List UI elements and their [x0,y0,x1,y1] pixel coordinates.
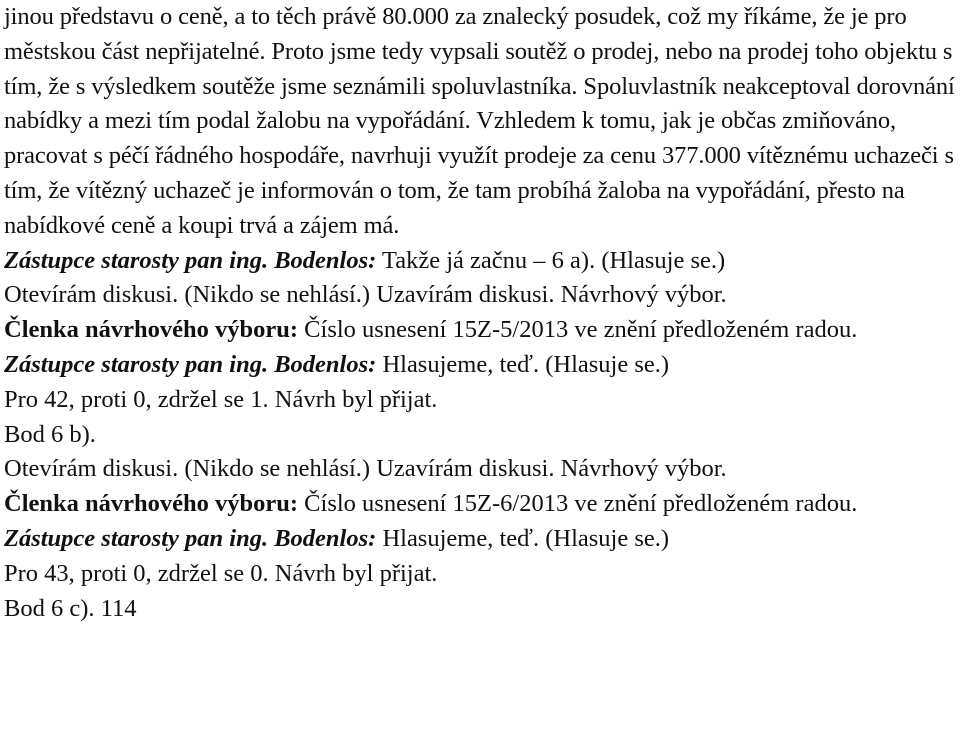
speaker-line [4,522,958,557]
transcript-line: Otevírám diskusi. (Nikdo se nehlásí.) Uzavírám diskusi. Návrhový výbor. [4,455,727,483]
body-paragraph: jinou představu o ceně, a to těch právě 80.000 za znalecký posudek, což my říkáme, že je pro městskou část nepřijatelné. Proto jsme tedy vypsali soutěž o prodej, nebo na prodej toho objektu s tím, že s výsledkem soutěže jsme seznámili spoluvlastníka. Spoluvlastník neakceptoval dorovnání nabídky a mezi tím podal žalobu na vypořádání. Vzhledem k tomu, jak je občas zmiňováno, pracovat s péčí řádného hospodáře, navrhuji využít prodeje za cenu 377.000 vítěznému uchazeči s tím, že vítězný uchazeč je informován o tom, že tam probíhá žaloba na vypořádání, přesto na nabídkové ceně a koupi trvá a zájem má. [4,3,955,239]
document-page [4,0,958,626]
speaker-line [4,313,958,348]
speaker-name: Zástupce starosty pan ing. Bodenlos: [4,246,377,274]
speaker-name: Zástupce starosty pan ing. Bodenlos: [4,350,377,378]
page-number: 114 [100,594,137,622]
speaker-line [4,487,958,522]
speaker-name: Členka návrhového výboru: [4,316,299,344]
vote-result-line: Pro 43, proti 0, zdržel se 0. Návrh byl přijat. [4,559,438,587]
speaker-line [4,244,958,279]
speaker-text: Takže já začnu – 6 a). (Hlasuje se.) [376,246,726,274]
speaker-name: Zástupce starosty pan ing. Bodenlos: [4,524,377,552]
speaker-text: Číslo usnesení 15Z-6/2013 ve znění předloženém radou. [298,490,858,518]
speaker-name: Členka návrhového výboru: [4,490,299,518]
speaker-text: Hlasujeme, teď. (Hlasuje se.) [376,350,670,378]
vote-result-line: Pro 42, proti 0, zdržel se 1. Návrh byl přijat. [4,385,438,413]
agenda-item-text: Bod 6 c). [4,594,95,622]
speaker-line [4,348,958,383]
agenda-item-line [4,592,958,627]
agenda-item-line: Bod 6 b). [4,420,96,448]
speaker-text: Číslo usnesení 15Z-5/2013 ve znění předloženém radou. [298,316,858,344]
speaker-text: Hlasujeme, teď. (Hlasuje se.) [376,524,670,552]
transcript-line: Otevírám diskusi. (Nikdo se nehlásí.) Uzavírám diskusi. Návrhový výbor. [4,281,727,309]
